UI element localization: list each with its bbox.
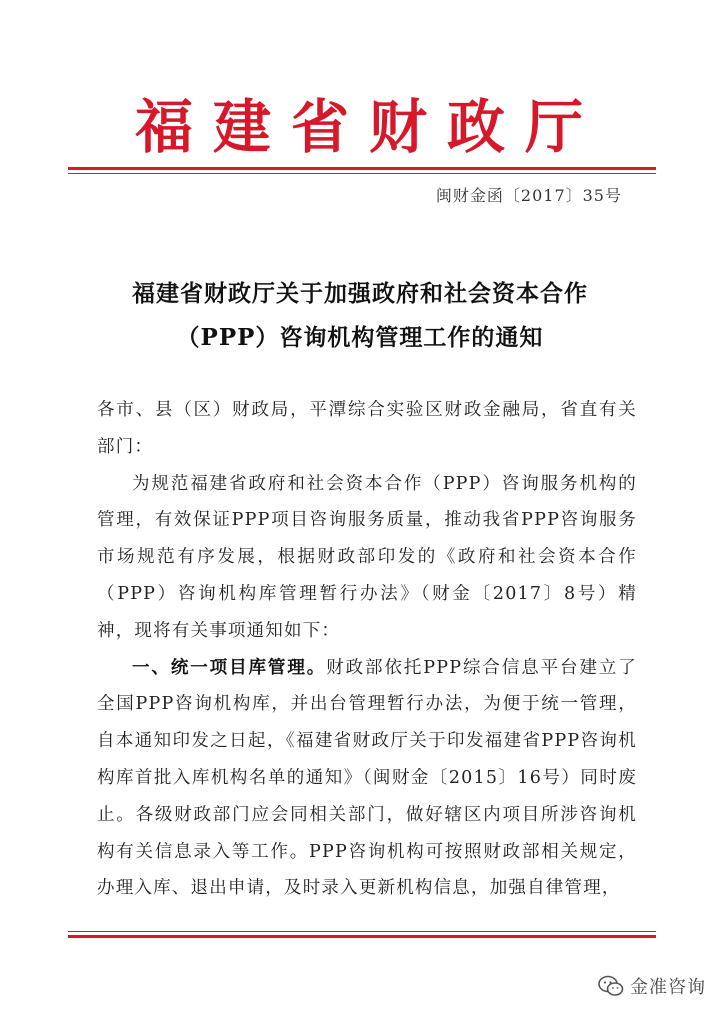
salutation: 各市、县（区）财政局，平潭综合实验区财政金融局，省直有关部门： xyxy=(97,400,637,457)
section-1-text: 财政部依托PPP综合信息平台建立了全国PPP咨询机构库，并出台管理暂行办法，为便于统一管理，自本通知印发之日起，《福建省财政厅关于印发福建省PPP咨询机构库首批入库机构名单的通知》（闽财金〔2015〕16号）同时废止。各级财政部门应会同相关部门，做好辖区内项目所涉咨询机构有关信息录入等工作。PPP咨询机构可按照财政部相关规定，办理入库、退出申请，及时录入更新机构信息，加强自律管理， xyxy=(97,657,637,899)
section-1-heading: 一、统一项目库管理。 xyxy=(132,657,327,678)
header-rule-thick xyxy=(68,167,656,170)
footer-rule-thin xyxy=(68,931,656,932)
watermark xyxy=(598,973,706,999)
watermark-label: 金准咨询 xyxy=(630,977,706,998)
masthead-title: 福建省财政厅 xyxy=(134,93,603,161)
document-number: 闽财金函〔2017〕35号 xyxy=(435,186,622,205)
footer-rule-thick xyxy=(68,935,656,938)
paragraph-section-1 xyxy=(97,650,637,908)
paragraph-intro: 为规范福建省政府和社会资本合作（PPP）咨询服务机构的管理，有效保证PPP项目咨询服务质量，推动我省PPP咨询服务市场规范有序发展，根据财政部印发的《政府和社会资本合作（PPP）咨询机构库管理暂行办法》（财金〔2017〕8号）精神，现将有关事项通知如下： xyxy=(97,473,637,641)
title-line-2: （PPP）咨询机构管理工作的通知 xyxy=(176,324,544,351)
document-title xyxy=(60,272,660,360)
header-rule-thin xyxy=(68,173,656,174)
title-line-1: 福建省财政厅关于加强政府和社会资本合作 xyxy=(132,280,588,307)
document-body xyxy=(97,392,637,907)
wechat-icon xyxy=(598,975,624,997)
